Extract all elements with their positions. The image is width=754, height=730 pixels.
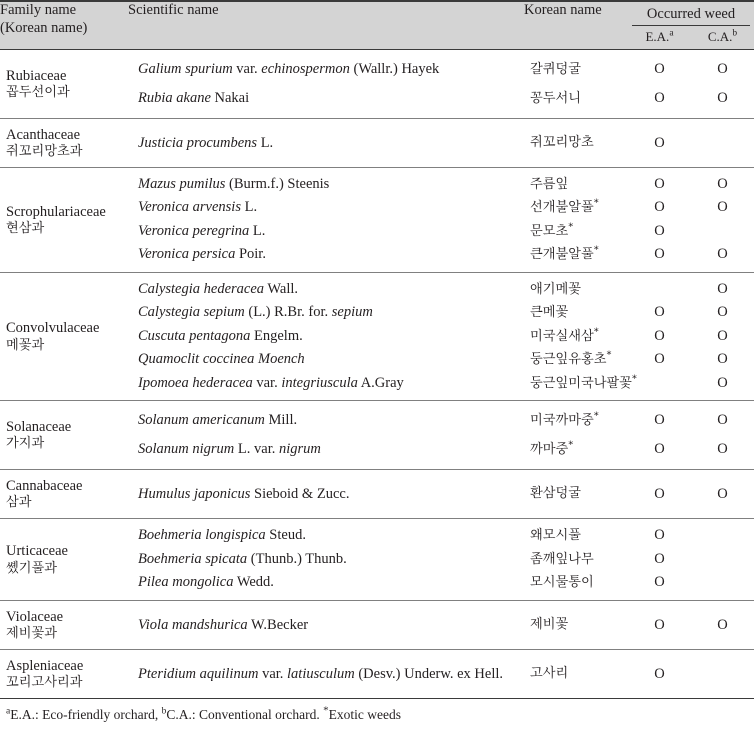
family-name-cell xyxy=(0,600,128,649)
footnote-marker-star: * xyxy=(323,704,329,717)
scientific-name: Calystegia hederacea Wall. xyxy=(138,280,299,297)
korean-name: 주름잎 xyxy=(530,176,569,192)
ca-occurrence-cell xyxy=(691,649,754,698)
ca-occurrence-mark: O xyxy=(717,374,728,391)
ca-occurrence-cell xyxy=(691,600,754,649)
table-row xyxy=(0,118,754,167)
family-korean-name: 꼬리고사리과 xyxy=(6,674,83,690)
ca-footnote-marker: b xyxy=(732,29,738,40)
footnote-text-star: Exotic weeds xyxy=(328,706,402,722)
column-header-ca xyxy=(691,26,754,49)
family-latin-name: Aspleniaceae xyxy=(6,657,84,674)
scientific-name-cell xyxy=(128,600,524,649)
ea-occurrence-cell xyxy=(628,167,691,272)
ca-occurrence-mark: O xyxy=(717,175,728,192)
scientific-name: Viola mandshurica W.Becker xyxy=(138,616,309,633)
exotic-weed-marker: * xyxy=(606,350,612,362)
ca-occurrence-mark xyxy=(691,220,754,244)
ea-occurrence-cell xyxy=(628,649,691,698)
exotic-weed-marker: * xyxy=(631,373,637,385)
korean-name: 둥근잎미국나팔꽃* xyxy=(530,373,637,391)
exotic-weed-marker: * xyxy=(568,440,574,452)
table-body xyxy=(0,49,754,698)
table-row xyxy=(0,49,754,118)
korean-name: 제비꽃 xyxy=(530,616,569,632)
family-korean-name: 삼과 xyxy=(6,495,32,511)
family-name-label-line1: Family name xyxy=(0,2,77,18)
ea-occurrence-cell xyxy=(628,470,691,519)
family-latin-name: Acanthaceae xyxy=(6,126,81,143)
scientific-name: Calystegia sepium (L.) R.Br. for. sepium xyxy=(138,304,373,321)
ca-label: C.A. xyxy=(707,29,733,45)
korean-name: 꽁두서니 xyxy=(530,90,581,106)
ca-occurrence-cell xyxy=(691,470,754,519)
exotic-weed-marker: * xyxy=(593,245,599,257)
ea-occurrence-cell xyxy=(628,118,691,167)
family-latin-name: Urticaceae xyxy=(6,543,68,560)
table-row xyxy=(0,272,754,401)
ca-occurrence-mark xyxy=(691,524,754,548)
scientific-name: Mazus pumilus (Burm.f.) Steenis xyxy=(138,175,330,192)
table-row xyxy=(0,649,754,698)
family-korean-name: 가지과 xyxy=(6,436,45,452)
table-header xyxy=(0,1,754,49)
korean-name: 좀깨잎나무 xyxy=(530,551,594,567)
ca-occurrence-mark: O xyxy=(717,246,728,263)
ea-occurrence-mark: O xyxy=(654,222,665,239)
korean-name: 고사리 xyxy=(530,665,569,681)
ca-occurrence-cell xyxy=(691,49,754,118)
family-name-cell xyxy=(0,167,128,272)
scientific-name-cell xyxy=(128,649,524,698)
ea-occurrence-mark xyxy=(628,372,691,396)
scientific-name: Pilea mongolica Wedd. xyxy=(138,574,274,591)
korean-name: 갈퀴덩굴 xyxy=(530,61,581,77)
ca-occurrence-cell xyxy=(691,401,754,470)
ca-occurrence-mark xyxy=(691,571,754,595)
korean-name: 문모초* xyxy=(530,221,574,239)
column-header-korean-name: Korean name xyxy=(524,1,628,49)
ca-occurrence-mark: O xyxy=(717,486,728,503)
scientific-name: Galium spurium var. echinospermon (Wallr.) Hayek xyxy=(138,60,440,77)
scientific-name: Veronica persica Poir. xyxy=(138,246,266,263)
table-row xyxy=(0,470,754,519)
ca-occurrence-mark: O xyxy=(717,60,728,77)
table-row xyxy=(0,401,754,470)
korean-name: 큰개불알풀* xyxy=(530,245,599,263)
scientific-name-cell xyxy=(128,519,524,601)
ea-occurrence-cell xyxy=(628,401,691,470)
column-header-family-name xyxy=(0,1,128,49)
ca-occurrence-mark: O xyxy=(717,280,728,297)
ea-occurrence-mark: O xyxy=(654,550,665,567)
ca-occurrence-mark: O xyxy=(717,304,728,321)
korean-name-cell xyxy=(524,600,628,649)
scientific-name-cell xyxy=(128,401,524,470)
ea-occurrence-cell xyxy=(628,49,691,118)
ea-occurrence-cell xyxy=(628,519,691,601)
korean-name: 미국실새삼* xyxy=(530,326,599,344)
scientific-name: Veronica arvensis L. xyxy=(138,199,258,216)
scientific-name-cell xyxy=(128,118,524,167)
family-latin-name: Convolvulaceae xyxy=(6,320,100,337)
korean-name-cell xyxy=(524,118,628,167)
scientific-name: Quamoclit coccinea Moench xyxy=(138,351,305,368)
korean-name-cell xyxy=(524,649,628,698)
korean-name: 왜모시풀 xyxy=(530,528,581,544)
family-korean-name: 현삼과 xyxy=(6,220,45,236)
exotic-weed-marker: * xyxy=(593,326,599,338)
scientific-name: Justicia procumbens L. xyxy=(138,134,274,151)
ea-occurrence-mark: O xyxy=(654,327,665,344)
ca-occurrence-mark: O xyxy=(717,89,728,106)
family-korean-name: 메꽃과 xyxy=(6,337,45,353)
ea-occurrence-mark: O xyxy=(654,616,665,633)
ea-occurrence-mark: O xyxy=(654,412,665,429)
exotic-weed-marker: * xyxy=(593,411,599,423)
table-row xyxy=(0,519,754,601)
exotic-weed-marker: * xyxy=(568,221,574,233)
scientific-name: Veronica peregrina L. xyxy=(138,222,266,239)
footnote-text-b: C.A.: Conventional orchard. xyxy=(166,706,324,722)
scientific-name: Ipomoea hederacea var. integriuscula A.Gray xyxy=(138,374,404,391)
family-name-cell xyxy=(0,272,128,401)
family-korean-name: 쥐꼬리망초과 xyxy=(6,143,83,159)
ca-occurrence-cell xyxy=(691,118,754,167)
korean-name: 둥근잎유홍초* xyxy=(530,350,612,368)
footnote-marker-b: b xyxy=(161,706,167,717)
ea-occurrence-mark: O xyxy=(654,60,665,77)
ca-occurrence-mark: O xyxy=(717,199,728,216)
scientific-name: Pteridium aquilinum var. latiusculum (Desv.) Underw. ex Hell. xyxy=(138,665,504,682)
scientific-name: Rubia akane Nakai xyxy=(138,89,250,106)
family-korean-name: 꼽두선이과 xyxy=(6,84,70,100)
ea-footnote-marker: a xyxy=(669,29,674,40)
korean-name-cell xyxy=(524,272,637,401)
ea-occurrence-mark: O xyxy=(654,246,665,263)
korean-name-cell xyxy=(524,519,628,601)
ca-occurrence-mark: O xyxy=(717,441,728,458)
korean-name: 모시물통이 xyxy=(530,575,594,591)
ea-occurrence-mark: O xyxy=(654,304,665,321)
ea-occurrence-mark: O xyxy=(654,351,665,368)
column-header-occurred-weed xyxy=(628,1,754,49)
family-latin-name: Scrophulariaceae xyxy=(6,203,106,220)
scientific-name: Solanum americanum Mill. xyxy=(138,412,298,429)
korean-name: 큰메꽃 xyxy=(530,305,569,321)
footnote-marker-a: a xyxy=(6,706,11,717)
ea-occurrence-mark: O xyxy=(654,134,665,151)
footnote-text-a: E.A.: Eco-friendly orchard, xyxy=(10,706,162,722)
korean-name-cell xyxy=(524,167,628,272)
ca-occurrence-mark xyxy=(691,655,754,693)
family-name-cell xyxy=(0,118,128,167)
scientific-name: Cuscuta pentagona Engelm. xyxy=(138,327,303,344)
family-korean-name: 제비꽃과 xyxy=(6,625,57,641)
family-korean-name: 쏐기풀과 xyxy=(6,560,57,576)
korean-name: 까마중* xyxy=(530,440,574,458)
ca-occurrence-cell xyxy=(691,272,754,401)
ea-label: E.A. xyxy=(645,29,670,45)
ea-occurrence-mark: O xyxy=(654,89,665,106)
ea-occurrence-mark: O xyxy=(654,665,665,682)
family-latin-name: Solanaceae xyxy=(6,419,72,436)
korean-name: 쥐꼬리망초 xyxy=(530,134,594,150)
column-header-scientific-name: Scientific name xyxy=(128,1,524,49)
scientific-name-cell xyxy=(128,167,524,272)
ca-occurrence-mark xyxy=(691,548,754,572)
korean-name-cell xyxy=(524,470,628,519)
scientific-name-cell xyxy=(128,49,524,118)
family-name-cell xyxy=(0,519,128,601)
ea-occurrence-cell xyxy=(628,272,691,401)
korean-name-cell xyxy=(524,49,628,118)
ea-occurrence-cell xyxy=(628,600,691,649)
ca-occurrence-mark: O xyxy=(717,412,728,429)
korean-name-cell xyxy=(524,401,628,470)
family-latin-name: Violaceae xyxy=(6,608,64,625)
family-name-cell xyxy=(0,401,128,470)
scientific-name: Solanum nigrum L. var. nigrum xyxy=(138,441,321,458)
table-row xyxy=(0,600,754,649)
scientific-name-cell xyxy=(128,272,524,401)
ea-occurrence-mark: O xyxy=(654,441,665,458)
family-name-cell xyxy=(0,470,128,519)
column-header-ea xyxy=(628,26,691,49)
scientific-name: Boehmeria spicata (Thunb.) Thunb. xyxy=(138,550,347,567)
ea-occurrence-mark: O xyxy=(654,199,665,216)
family-latin-name: Cannabaceae xyxy=(6,478,83,495)
family-name-cell xyxy=(0,49,128,118)
korean-name: 미국까마중* xyxy=(530,411,599,429)
ea-occurrence-mark: O xyxy=(654,486,665,503)
korean-name: 환삼덩굴 xyxy=(530,486,581,502)
ca-occurrence-mark: O xyxy=(717,616,728,633)
scientific-name: Boehmeria longispica Steud. xyxy=(138,527,306,544)
ea-occurrence-mark: O xyxy=(654,175,665,192)
ca-occurrence-mark xyxy=(691,124,754,162)
ca-occurrence-cell xyxy=(691,167,754,272)
korean-name: 선개불알풀* xyxy=(530,198,599,216)
family-name-cell xyxy=(0,649,128,698)
korean-name: 애기메꽃 xyxy=(530,281,581,297)
ea-occurrence-mark: O xyxy=(654,527,665,544)
family-latin-name: Rubiaceae xyxy=(6,67,67,84)
scientific-name: Humulus japonicus Sieboid & Zucc. xyxy=(138,486,350,503)
family-name-label-line2: (Korean name) xyxy=(0,19,88,36)
ca-occurrence-mark: O xyxy=(717,327,728,344)
ea-occurrence-mark xyxy=(628,278,691,302)
ca-occurrence-cell xyxy=(691,519,754,601)
occurred-weed-label: Occurred weed xyxy=(632,2,750,26)
table-footnote xyxy=(0,699,754,730)
exotic-weed-marker: * xyxy=(593,198,599,210)
ca-occurrence-mark: O xyxy=(717,351,728,368)
ea-occurrence-mark: O xyxy=(654,574,665,591)
scientific-name-cell xyxy=(128,470,524,519)
table-row xyxy=(0,167,754,272)
